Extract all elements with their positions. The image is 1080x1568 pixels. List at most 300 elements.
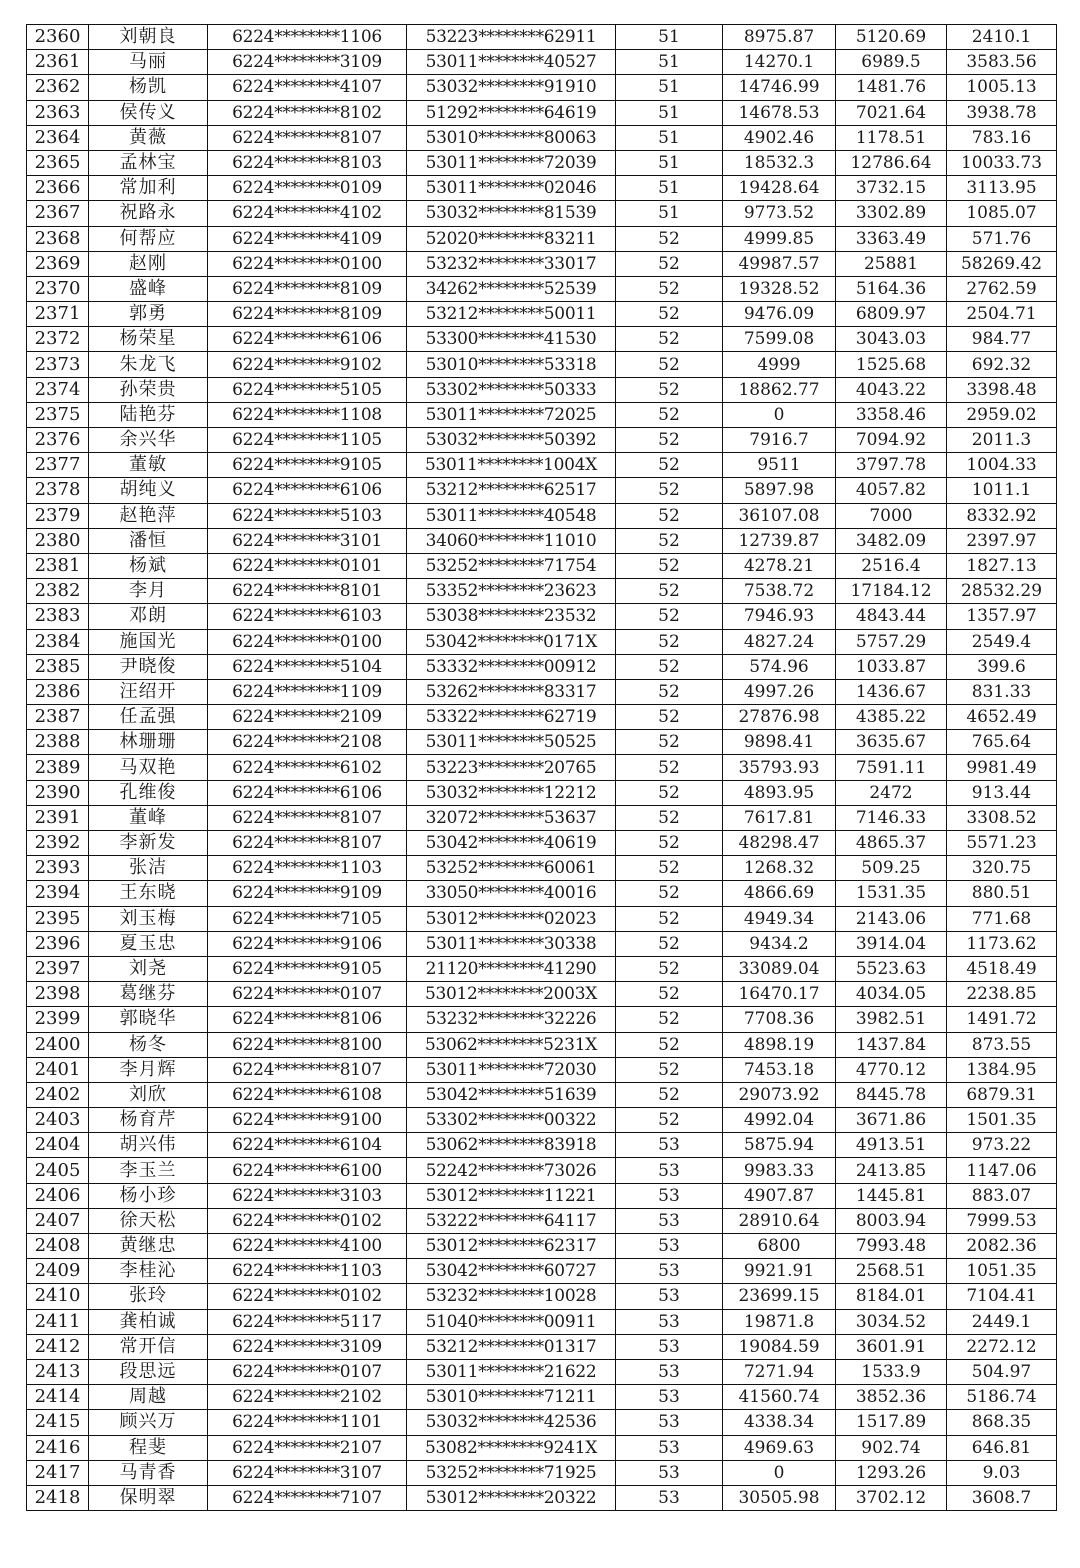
cell-id-number-masked: 53300********41530 [407, 327, 616, 352]
cell-name: 刘欣 [89, 1082, 208, 1107]
cell-name: 段思远 [89, 1359, 208, 1384]
cell-bank-card-masked: 6224********6106 [208, 780, 407, 805]
cell-name: 杨斌 [89, 553, 208, 578]
cell-amount-1: 6800 [723, 1234, 836, 1259]
cell-row-number: 2387 [27, 705, 89, 730]
table-row [27, 553, 1057, 578]
table-row [27, 1082, 1057, 1107]
cell-amount-2: 6809.97 [836, 302, 947, 327]
cell-id-number-masked: 53042********51639 [407, 1082, 616, 1107]
cell-name: 杨小珍 [89, 1183, 208, 1208]
cell-id-number-masked: 33050********40016 [407, 881, 616, 906]
cell-amount-2: 2143.06 [836, 906, 947, 931]
cell-amount-1: 4907.87 [723, 1183, 836, 1208]
cell-amount-1: 4997.26 [723, 679, 836, 704]
cell-amount-3: 504.97 [947, 1359, 1057, 1384]
cell-age: 52 [616, 402, 723, 427]
cell-id-number-masked: 53011********30338 [407, 931, 616, 956]
cell-name: 夏玉忠 [89, 931, 208, 956]
cell-row-number: 2382 [27, 579, 89, 604]
cell-amount-3: 1827.13 [947, 553, 1057, 578]
table-row [27, 881, 1057, 906]
cell-amount-1: 14746.99 [723, 75, 836, 100]
cell-id-number-masked: 53012********20322 [407, 1485, 616, 1510]
cell-id-number-masked: 52242********73026 [407, 1158, 616, 1183]
cell-amount-1: 9921.91 [723, 1259, 836, 1284]
cell-age: 53 [616, 1334, 723, 1359]
table-row [27, 25, 1057, 50]
cell-amount-2: 3852.36 [836, 1385, 947, 1410]
cell-row-number: 2386 [27, 679, 89, 704]
cell-name: 马青香 [89, 1460, 208, 1485]
table-row [27, 528, 1057, 553]
cell-amount-1: 7916.7 [723, 428, 836, 453]
cell-bank-card-masked: 6224********8107 [208, 1057, 407, 1082]
cell-amount-1: 18862.77 [723, 377, 836, 402]
cell-row-number: 2371 [27, 302, 89, 327]
cell-bank-card-masked: 6224********2108 [208, 730, 407, 755]
cell-age: 52 [616, 805, 723, 830]
cell-amount-2: 3482.09 [836, 528, 947, 553]
cell-row-number: 2366 [27, 176, 89, 201]
cell-bank-card-masked: 6224********9105 [208, 956, 407, 981]
table-body [27, 25, 1057, 1511]
cell-id-number-masked: 53042********60727 [407, 1259, 616, 1284]
cell-id-number-masked: 53032********50392 [407, 428, 616, 453]
cell-bank-card-masked: 6224********1106 [208, 25, 407, 50]
cell-id-number-masked: 53042********40619 [407, 831, 616, 856]
cell-id-number-masked: 53302********50333 [407, 377, 616, 402]
cell-id-number-masked: 34262********52539 [407, 276, 616, 301]
table-row [27, 1485, 1057, 1510]
cell-id-number-masked: 53011********72030 [407, 1057, 616, 1082]
cell-name: 胡纯义 [89, 478, 208, 503]
cell-amount-2: 1481.76 [836, 75, 947, 100]
cell-id-number-masked: 53252********71925 [407, 1460, 616, 1485]
cell-bank-card-masked: 6224********2107 [208, 1435, 407, 1460]
cell-amount-3: 3938.78 [947, 100, 1057, 125]
cell-bank-card-masked: 6224********6104 [208, 1133, 407, 1158]
cell-amount-1: 7538.72 [723, 579, 836, 604]
cell-amount-3: 2011.3 [947, 428, 1057, 453]
table-row [27, 982, 1057, 1007]
cell-amount-3: 28532.29 [947, 579, 1057, 604]
cell-id-number-masked: 53062********83918 [407, 1133, 616, 1158]
cell-amount-2: 12786.64 [836, 150, 947, 175]
cell-age: 53 [616, 1309, 723, 1334]
cell-amount-3: 2549.4 [947, 629, 1057, 654]
table-row [27, 1133, 1057, 1158]
cell-bank-card-masked: 6224********0102 [208, 1208, 407, 1233]
cell-bank-card-masked: 6224********8107 [208, 125, 407, 150]
cell-age: 53 [616, 1385, 723, 1410]
cell-id-number-masked: 53222********64117 [407, 1208, 616, 1233]
cell-age: 52 [616, 579, 723, 604]
cell-age: 53 [616, 1410, 723, 1435]
cell-bank-card-masked: 6224********4109 [208, 226, 407, 251]
data-table [26, 24, 1057, 1511]
table-row [27, 478, 1057, 503]
cell-age: 52 [616, 377, 723, 402]
cell-bank-card-masked: 6224********1103 [208, 1259, 407, 1284]
cell-bank-card-masked: 6224********8101 [208, 579, 407, 604]
cell-name: 余兴华 [89, 428, 208, 453]
cell-bank-card-masked: 6224********0100 [208, 629, 407, 654]
cell-age: 52 [616, 1032, 723, 1057]
cell-amount-2: 4043.22 [836, 377, 947, 402]
cell-name: 张洁 [89, 856, 208, 881]
cell-id-number-masked: 53011********02046 [407, 176, 616, 201]
cell-id-number-masked: 53010********53318 [407, 352, 616, 377]
cell-amount-3: 771.68 [947, 906, 1057, 931]
cell-amount-3: 2238.85 [947, 982, 1057, 1007]
cell-age: 52 [616, 906, 723, 931]
cell-amount-2: 7021.64 [836, 100, 947, 125]
table-row [27, 1334, 1057, 1359]
cell-id-number-masked: 53032********91910 [407, 75, 616, 100]
cell-amount-1: 4999.85 [723, 226, 836, 251]
cell-id-number-masked: 53012********02023 [407, 906, 616, 931]
cell-amount-2: 902.74 [836, 1435, 947, 1460]
cell-amount-3: 1005.13 [947, 75, 1057, 100]
cell-age: 51 [616, 100, 723, 125]
cell-id-number-masked: 53011********50525 [407, 730, 616, 755]
cell-id-number-masked: 53232********33017 [407, 251, 616, 276]
cell-row-number: 2375 [27, 402, 89, 427]
cell-age: 52 [616, 1057, 723, 1082]
cell-name: 董峰 [89, 805, 208, 830]
cell-id-number-masked: 53082********9241X [407, 1435, 616, 1460]
cell-age: 52 [616, 881, 723, 906]
cell-amount-2: 3043.03 [836, 327, 947, 352]
cell-amount-2: 7591.11 [836, 755, 947, 780]
cell-id-number-masked: 53012********62317 [407, 1234, 616, 1259]
cell-bank-card-masked: 6224********8107 [208, 805, 407, 830]
cell-name: 李玉兰 [89, 1158, 208, 1183]
table-row [27, 856, 1057, 881]
cell-id-number-masked: 53212********62517 [407, 478, 616, 503]
cell-amount-3: 9981.49 [947, 755, 1057, 780]
cell-age: 52 [616, 780, 723, 805]
cell-row-number: 2374 [27, 377, 89, 402]
cell-id-number-masked: 21120********41290 [407, 956, 616, 981]
cell-age: 52 [616, 327, 723, 352]
cell-name: 刘朝良 [89, 25, 208, 50]
cell-id-number-masked: 53262********83317 [407, 679, 616, 704]
cell-amount-1: 23699.15 [723, 1284, 836, 1309]
table-row [27, 956, 1057, 981]
cell-id-number-masked: 53012********11221 [407, 1183, 616, 1208]
cell-amount-1: 7708.36 [723, 1007, 836, 1032]
cell-amount-3: 868.35 [947, 1410, 1057, 1435]
cell-bank-card-masked: 6224********6100 [208, 1158, 407, 1183]
table-row [27, 125, 1057, 150]
cell-row-number: 2399 [27, 1007, 89, 1032]
cell-amount-3: 320.75 [947, 856, 1057, 881]
cell-amount-1: 5897.98 [723, 478, 836, 503]
cell-amount-2: 4770.12 [836, 1057, 947, 1082]
cell-amount-1: 19328.52 [723, 276, 836, 301]
cell-bank-card-masked: 6224********1101 [208, 1410, 407, 1435]
cell-age: 53 [616, 1284, 723, 1309]
cell-age: 52 [616, 226, 723, 251]
cell-bank-card-masked: 6224********6102 [208, 755, 407, 780]
cell-id-number-masked: 53332********00912 [407, 654, 616, 679]
cell-name: 葛继芬 [89, 982, 208, 1007]
cell-bank-card-masked: 6224********0100 [208, 251, 407, 276]
cell-amount-3: 3583.56 [947, 50, 1057, 75]
table-row [27, 1183, 1057, 1208]
cell-amount-2: 3671.86 [836, 1108, 947, 1133]
cell-amount-2: 3363.49 [836, 226, 947, 251]
cell-row-number: 2361 [27, 50, 89, 75]
cell-amount-1: 1268.32 [723, 856, 836, 881]
cell-bank-card-masked: 6224********8106 [208, 1007, 407, 1032]
cell-row-number: 2402 [27, 1082, 89, 1107]
cell-bank-card-masked: 6224********7107 [208, 1485, 407, 1510]
cell-amount-2: 3982.51 [836, 1007, 947, 1032]
cell-age: 52 [616, 1007, 723, 1032]
cell-name: 潘恒 [89, 528, 208, 553]
cell-bank-card-masked: 6224********5105 [208, 377, 407, 402]
cell-id-number-masked: 53011********72039 [407, 150, 616, 175]
table-row [27, 503, 1057, 528]
cell-name: 周越 [89, 1385, 208, 1410]
cell-id-number-masked: 53011********40527 [407, 50, 616, 75]
cell-amount-3: 783.16 [947, 125, 1057, 150]
table-row [27, 226, 1057, 251]
cell-amount-2: 509.25 [836, 856, 947, 881]
cell-amount-3: 880.51 [947, 881, 1057, 906]
cell-name: 任孟强 [89, 705, 208, 730]
cell-name: 施国光 [89, 629, 208, 654]
cell-name: 徐天松 [89, 1208, 208, 1233]
cell-amount-2: 1436.67 [836, 679, 947, 704]
cell-row-number: 2383 [27, 604, 89, 629]
cell-amount-2: 3601.91 [836, 1334, 947, 1359]
cell-amount-2: 17184.12 [836, 579, 947, 604]
cell-row-number: 2392 [27, 831, 89, 856]
cell-age: 52 [616, 528, 723, 553]
cell-id-number-masked: 53042********0171X [407, 629, 616, 654]
cell-amount-2: 5120.69 [836, 25, 947, 50]
cell-age: 51 [616, 125, 723, 150]
cell-row-number: 2406 [27, 1183, 89, 1208]
cell-age: 52 [616, 428, 723, 453]
cell-age: 53 [616, 1435, 723, 1460]
cell-age: 52 [616, 982, 723, 1007]
cell-amount-1: 4949.34 [723, 906, 836, 931]
cell-id-number-masked: 53352********23623 [407, 579, 616, 604]
cell-amount-1: 49987.57 [723, 251, 836, 276]
table-row [27, 1435, 1057, 1460]
cell-row-number: 2395 [27, 906, 89, 931]
cell-id-number-masked: 53322********62719 [407, 705, 616, 730]
cell-amount-1: 19428.64 [723, 176, 836, 201]
cell-age: 52 [616, 654, 723, 679]
cell-name: 王东晓 [89, 881, 208, 906]
table-row [27, 579, 1057, 604]
cell-amount-3: 3113.95 [947, 176, 1057, 201]
table-row [27, 755, 1057, 780]
cell-amount-2: 5757.29 [836, 629, 947, 654]
cell-name: 保明翠 [89, 1485, 208, 1510]
cell-amount-3: 873.55 [947, 1032, 1057, 1057]
cell-row-number: 2396 [27, 931, 89, 956]
cell-row-number: 2414 [27, 1385, 89, 1410]
cell-age: 52 [616, 856, 723, 881]
cell-amount-3: 10033.73 [947, 150, 1057, 175]
cell-amount-2: 8003.94 [836, 1208, 947, 1233]
cell-row-number: 2417 [27, 1460, 89, 1485]
cell-id-number-masked: 53032********12212 [407, 780, 616, 805]
cell-id-number-masked: 53252********71754 [407, 553, 616, 578]
table-row [27, 453, 1057, 478]
cell-age: 52 [616, 629, 723, 654]
cell-amount-1: 29073.92 [723, 1082, 836, 1107]
cell-row-number: 2418 [27, 1485, 89, 1510]
cell-amount-3: 2082.36 [947, 1234, 1057, 1259]
table-row [27, 679, 1057, 704]
cell-amount-2: 3702.12 [836, 1485, 947, 1510]
cell-name: 祝路永 [89, 201, 208, 226]
cell-bank-card-masked: 6224********0102 [208, 1284, 407, 1309]
cell-amount-1: 30505.98 [723, 1485, 836, 1510]
cell-amount-1: 9511 [723, 453, 836, 478]
cell-amount-3: 1051.35 [947, 1259, 1057, 1284]
table-row [27, 276, 1057, 301]
cell-row-number: 2393 [27, 856, 89, 881]
cell-id-number-masked: 53232********32226 [407, 1007, 616, 1032]
cell-name: 龚柏诚 [89, 1309, 208, 1334]
cell-id-number-masked: 34060********11010 [407, 528, 616, 553]
cell-amount-3: 883.07 [947, 1183, 1057, 1208]
table-row [27, 1385, 1057, 1410]
cell-amount-2: 7146.33 [836, 805, 947, 830]
cell-id-number-masked: 53032********42536 [407, 1410, 616, 1435]
cell-name: 赵刚 [89, 251, 208, 276]
cell-age: 52 [616, 604, 723, 629]
cell-age: 53 [616, 1208, 723, 1233]
cell-amount-3: 6879.31 [947, 1082, 1057, 1107]
cell-age: 53 [616, 1485, 723, 1510]
cell-id-number-masked: 51040********00911 [407, 1309, 616, 1334]
cell-age: 52 [616, 931, 723, 956]
cell-name: 刘玉梅 [89, 906, 208, 931]
cell-id-number-masked: 52020********83211 [407, 226, 616, 251]
cell-age: 52 [616, 956, 723, 981]
cell-amount-3: 2504.71 [947, 302, 1057, 327]
cell-amount-3: 1384.95 [947, 1057, 1057, 1082]
cell-amount-3: 831.33 [947, 679, 1057, 704]
cell-row-number: 2370 [27, 276, 89, 301]
cell-row-number: 2398 [27, 982, 89, 1007]
cell-bank-card-masked: 6224********1109 [208, 679, 407, 704]
cell-amount-3: 3608.7 [947, 1485, 1057, 1510]
cell-bank-card-masked: 6224********1105 [208, 428, 407, 453]
cell-amount-1: 4898.19 [723, 1032, 836, 1057]
cell-amount-3: 4518.49 [947, 956, 1057, 981]
table-row [27, 1108, 1057, 1133]
cell-amount-3: 1501.35 [947, 1108, 1057, 1133]
cell-bank-card-masked: 6224********8109 [208, 276, 407, 301]
cell-bank-card-masked: 6224********9106 [208, 931, 407, 956]
cell-row-number: 2363 [27, 100, 89, 125]
cell-name: 杨冬 [89, 1032, 208, 1057]
cell-amount-2: 3797.78 [836, 453, 947, 478]
cell-id-number-masked: 53232********10028 [407, 1284, 616, 1309]
cell-amount-1: 18532.3 [723, 150, 836, 175]
cell-amount-3: 2959.02 [947, 402, 1057, 427]
cell-amount-1: 14270.1 [723, 50, 836, 75]
cell-name: 杨凯 [89, 75, 208, 100]
cell-name: 李月 [89, 579, 208, 604]
cell-bank-card-masked: 6224********3101 [208, 528, 407, 553]
cell-amount-2: 4034.05 [836, 982, 947, 1007]
cell-age: 52 [616, 705, 723, 730]
cell-amount-3: 399.6 [947, 654, 1057, 679]
cell-row-number: 2381 [27, 553, 89, 578]
cell-id-number-masked: 53010********71211 [407, 1385, 616, 1410]
cell-row-number: 2365 [27, 150, 89, 175]
cell-name: 陆艳芬 [89, 402, 208, 427]
cell-age: 53 [616, 1158, 723, 1183]
cell-age: 51 [616, 201, 723, 226]
cell-amount-3: 1357.97 [947, 604, 1057, 629]
table-row [27, 629, 1057, 654]
cell-name: 孔维俊 [89, 780, 208, 805]
cell-row-number: 2407 [27, 1208, 89, 1233]
cell-row-number: 2389 [27, 755, 89, 780]
cell-name: 何帮应 [89, 226, 208, 251]
cell-amount-1: 41560.74 [723, 1385, 836, 1410]
cell-amount-1: 0 [723, 1460, 836, 1485]
cell-bank-card-masked: 6224********5104 [208, 654, 407, 679]
cell-row-number: 2390 [27, 780, 89, 805]
cell-id-number-masked: 53223********62911 [407, 25, 616, 50]
cell-amount-3: 5571.23 [947, 831, 1057, 856]
cell-name: 胡兴伟 [89, 1133, 208, 1158]
cell-name: 程斐 [89, 1435, 208, 1460]
cell-bank-card-masked: 6224********6103 [208, 604, 407, 629]
cell-id-number-masked: 53302********00322 [407, 1108, 616, 1133]
cell-id-number-masked: 53223********20765 [407, 755, 616, 780]
cell-name: 郭晓华 [89, 1007, 208, 1032]
cell-name: 顾兴万 [89, 1410, 208, 1435]
cell-bank-card-masked: 6224********5103 [208, 503, 407, 528]
cell-amount-2: 1517.89 [836, 1410, 947, 1435]
table-row [27, 1259, 1057, 1284]
cell-amount-2: 25881 [836, 251, 947, 276]
cell-row-number: 2373 [27, 352, 89, 377]
cell-amount-1: 19871.8 [723, 1309, 836, 1334]
cell-name: 黄薇 [89, 125, 208, 150]
cell-age: 52 [616, 1108, 723, 1133]
cell-amount-1: 35793.93 [723, 755, 836, 780]
cell-bank-card-masked: 6224********1103 [208, 856, 407, 881]
cell-amount-3: 9.03 [947, 1460, 1057, 1485]
cell-age: 52 [616, 276, 723, 301]
table-row [27, 931, 1057, 956]
table-row [27, 604, 1057, 629]
table-row [27, 780, 1057, 805]
cell-amount-3: 3398.48 [947, 377, 1057, 402]
cell-id-number-masked: 53011********1004X [407, 453, 616, 478]
cell-row-number: 2410 [27, 1284, 89, 1309]
cell-name: 张玲 [89, 1284, 208, 1309]
cell-amount-1: 4999 [723, 352, 836, 377]
cell-amount-2: 1293.26 [836, 1460, 947, 1485]
